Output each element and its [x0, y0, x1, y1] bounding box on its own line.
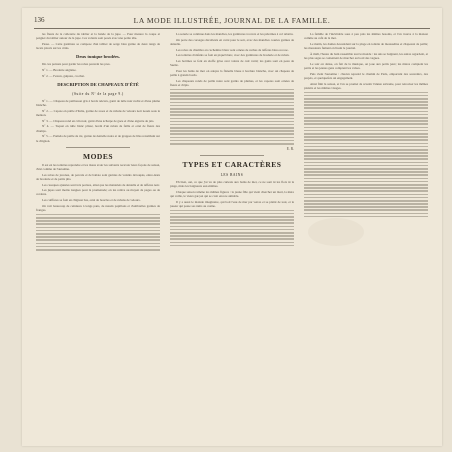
text-line	[304, 209, 428, 211]
paragraph: Les bottines se font en étoffe grise avec talons de cuir verni; les gants sont en peau de Suède.	[170, 59, 294, 68]
text-line	[304, 136, 428, 138]
list-item: Nº 2. — Feston, guipure, crochet.	[42, 73, 85, 78]
signature: E. R.	[286, 146, 294, 151]
paragraph: Nº 3. — Chapeau rond en crin noir, garni d'une écharpe de gaze et d'une aigrette de jais.	[42, 118, 155, 123]
paragraph: La soierie se continue dans les manches, les garnitures à revers et les pèlerines à col rabattu.	[176, 32, 294, 36]
text-line	[304, 117, 428, 119]
text-line	[304, 139, 428, 141]
text-line	[304, 206, 428, 208]
paragraph: Les jupes sont moins longues pour la promenade; on les relève au moyen de pages ou de cordons.	[36, 188, 160, 197]
text-line	[304, 174, 428, 176]
paragraph: On voit beaucoup de ceintures à longs pans, de nœuds papillons et d'ombrelles garnies de franges.	[36, 203, 160, 213]
text-line	[304, 130, 428, 132]
text-line	[304, 168, 428, 170]
paragraph: Les robes de jaconas, de percale et de batiste sont garnies de volants découpés, entre-deux de broderie et de petits plis.	[36, 172, 160, 181]
text-line	[304, 127, 428, 129]
text-line	[304, 149, 428, 151]
text-line	[304, 165, 428, 167]
text-line	[170, 118, 294, 120]
text-line	[304, 120, 428, 122]
paragraph: Passe. — Cette garniture se compose d'un tablier de serge bleu garnie de deux rangs de lacets placés sur les côtés.	[36, 41, 160, 51]
text-line	[304, 216, 428, 218]
text-line	[170, 143, 294, 145]
text-line	[304, 184, 428, 186]
text-line	[170, 89, 294, 91]
paragraph: Eh bien, oui, ce que j'ai vu de plus curieux aux bains de mer, ce ne sont ni les flots ni la plage, mais les baigneurs eux-mêmes.	[170, 179, 294, 189]
paragraph: Nº 2. — Capote en paille d'Italie, garnie de roses et de rubans de velours noir noués sous le menton.	[36, 108, 160, 118]
text-line	[170, 235, 294, 237]
text-line	[170, 102, 294, 104]
text-line	[170, 213, 294, 215]
text-line	[170, 242, 294, 244]
text-line	[170, 124, 294, 126]
text-line	[170, 229, 294, 231]
paragraph: À midi, l'heure du bain rassemble tout le monde : les uns se baignent, les autres regardent, et les plus sages se contentent de marcher au bord des vagues.	[304, 51, 428, 61]
section-heading-types: TYPES ET CARACTÈRES	[182, 159, 282, 169]
text-line	[170, 137, 294, 139]
text-line	[36, 227, 160, 229]
text-line	[170, 92, 294, 94]
text-line	[170, 98, 294, 100]
section-heading-tunics: Deux tunique brodées.	[76, 54, 120, 60]
paragraph: Les coiffures se font en chignon bas, orné de boucles et de rubans de velours.	[42, 198, 141, 203]
paper-stain	[308, 218, 364, 246]
text-line	[36, 214, 160, 216]
text-line	[170, 114, 294, 116]
text-line	[170, 222, 294, 224]
text-line	[170, 105, 294, 107]
text-line	[170, 226, 294, 228]
paragraph: Les robes de chambre en cachemire blanc sont ornées de ruches de taffetas bleu ou rose.	[176, 47, 289, 52]
paragraph: Le matin, les dames descendent sur la plage en toilette de mousseline et chapeaux de paille; les messieurs fument en lisant le journal.	[304, 41, 428, 51]
text-line	[304, 101, 428, 103]
text-line	[304, 107, 428, 109]
text-line	[170, 95, 294, 97]
paragraph: Les chapeaux ronds de paille noire sont garnis de plumes, et les capotes sont ornées de fleurs et d'épis.	[170, 78, 294, 88]
section-heading-hats: DESCRIPTION DE CHAPEAUX D'ÉTÉ	[57, 81, 139, 87]
text-line	[304, 92, 428, 94]
paragraph: les fleurs de la collerette du tablier et la bande de la jupe. — Pour mesure la coupe et poignet du tablier autour de la jupe. Ces volants sont posés avec une petite tête.	[36, 32, 160, 41]
paragraph: Il y a aussi le malade imaginaire, qui boit l'eau de mer par verres et se plaint de tout, et le joueur qui passe ses nuits au casino.	[170, 199, 294, 208]
divider	[200, 155, 264, 156]
text-line	[304, 203, 428, 205]
magazine-page	[22, 8, 442, 446]
text-line	[304, 123, 428, 125]
text-line	[36, 239, 160, 241]
text-line	[170, 245, 294, 247]
text-line	[170, 108, 294, 110]
text-line	[36, 243, 160, 245]
text-line	[170, 219, 294, 221]
text-line	[304, 104, 428, 106]
divider	[66, 147, 130, 148]
text-line	[304, 194, 428, 196]
text-line	[304, 200, 428, 202]
text-line	[304, 171, 428, 173]
text-line	[304, 146, 428, 148]
paragraph: Ainsi finit la saison, et l'on se promet de revenir l'année suivante, pour retrouver les mêmes plaisirs et les mêmes visages.	[304, 81, 428, 90]
paragraph: Nº 1. — Chapeau de paillasson gris à bords relevés, garni de tulle noir ruché et d'une plume blanche.	[36, 98, 160, 108]
paragraph: Pour les bains de mer on adopte la flanelle bleue à bordure blanche, avec un chapeau de paille à grands bords.	[170, 68, 294, 78]
section-subheading: LES BAINS	[220, 172, 244, 177]
text-line	[304, 187, 428, 189]
section-heading-modes: MODES	[82, 151, 113, 161]
text-line	[170, 133, 294, 135]
running-title: LA MODE ILLUSTRÉE, JOURNAL DE LA FAMILLE.	[133, 16, 331, 25]
text-line	[304, 155, 428, 157]
text-line	[36, 246, 160, 248]
paragraph: Nº 5. — Pamela de paille de riz, garnie de dentelle noire et de grappes de lilas retombant sur le chignon.	[36, 134, 160, 143]
text-line	[304, 178, 428, 180]
text-line	[304, 111, 428, 113]
text-line	[36, 233, 160, 235]
column-2	[170, 32, 294, 436]
text-line	[36, 249, 160, 251]
text-line	[36, 236, 160, 238]
text-line	[170, 238, 294, 240]
paragraph: Le soir on danse, on fait de la musique, on joue aux petits jeux; les mères comptent les partis et les jeunes gens comptent les valses.	[304, 61, 428, 70]
page-header	[34, 16, 430, 28]
text-line	[36, 230, 160, 232]
text-line	[304, 158, 428, 160]
text-line	[170, 111, 294, 113]
text-line	[36, 223, 160, 225]
paragraph: La famille de l'inévitable sous à peu près les mêmes besoins, et l'on trouve à la maison comme au café de la mer.	[304, 32, 428, 41]
text-line	[170, 140, 294, 142]
text-line	[304, 197, 428, 199]
text-line	[304, 213, 428, 215]
paragraph: Puis vient l'automne : chacun reprend le chemin de Paris, emportant des souvenirs, des projets, et quelquefois un engagement.	[304, 71, 428, 80]
section-subheading: (Suite du Nº de la page 9.)	[72, 91, 124, 96]
text-line	[170, 127, 294, 129]
list-item: Nº 1. — Broderie anglaise.	[42, 68, 77, 73]
text-line	[170, 216, 294, 218]
text-line	[304, 190, 428, 192]
text-line	[170, 210, 294, 212]
text-line	[304, 143, 428, 145]
column-1	[36, 32, 160, 436]
text-line	[304, 162, 428, 164]
text-line	[304, 181, 428, 183]
text-line	[304, 98, 428, 100]
paragraph: On porte des corsages décolletés en carré pour le soir, avec des manches courtes garnies de dentelle.	[170, 37, 294, 46]
text-line	[170, 232, 294, 234]
text-line	[304, 95, 428, 97]
text-line	[304, 114, 428, 116]
paragraph: Les toilettes d'enfants se font en piqué blanc, avec des garnitures de broderie et de ruban.	[176, 53, 290, 58]
header-rule	[34, 28, 430, 29]
text-line	[170, 130, 294, 132]
paragraph: Dn. les patrons pour garnir les robes peuvent les pres.	[42, 62, 111, 67]
page-number: 136	[34, 16, 45, 24]
text-line	[36, 220, 160, 222]
paragraph: Chaque saison ramène les mêmes figures : la jeune fille qui vient chercher un mari, la mère qui veille, le vieux garçon qui se croit encore aimable.	[170, 189, 294, 198]
text-line	[304, 152, 428, 154]
paragraph: Il est en les toilettes reprendre et les tissus avoir les suivants recevoir leurs façons de saison, d'été comme de l'automne.	[36, 162, 160, 171]
text-line	[304, 133, 428, 135]
text-line	[170, 121, 294, 123]
text-line	[36, 217, 160, 219]
paragraph: Nº 4. — Toquet en tulle blanc plissé, bordé d'un ruban de faille et orné de fleurs des champs.	[36, 124, 160, 133]
paragraph: Les casaques ajustées sont très portées, ainsi que les mantelets de dentelle et de taffetas noir.	[42, 182, 160, 187]
